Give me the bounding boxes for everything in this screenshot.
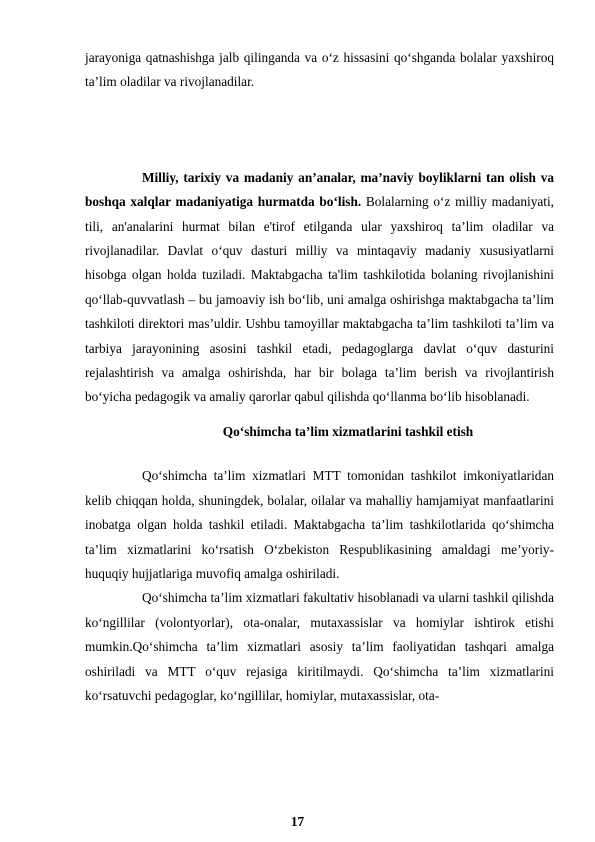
paragraph-services-2: Qo‘shimcha ta’lim xizmatlari fakultativ hisoblanadi va ularni tashkil qilishda ko‘ngillilar (volontyorlar), ota-onalar, mutaxassislar va homiylar ishtirok etishi mumkin.Qo‘shimcha ta’lim xizmatlari asosiy ta’lim faoliyatidan tashqari amalga oshiriladi va MTT o‘quv rejasiga kiritilmaydi. Qo‘shimcha ta’lim xizmatlarini ko‘rsatuvchi pedagoglar, ko‘ngillilar, homiylar, mutaxassislar, ota-	[85, 590, 554, 703]
paragraph-heritage-text: Bolalarning o‘z milliy madaniyati, tili, an'analarini hurmat bilan e'tirof etilganda ular yaxshiroq ta’lim oladilar va rivojlanadilar. Davlat o‘quv dasturi milliy va mintaqaviy madaniy xususiyatlarni hisobga olgan holda tuziladi. Maktabgacha ta'lim tashkilotida bolaning rivojlanishini qo‘llab-quvvatlash – bu jamoaviy ish bo‘lib, uni amalga oshirishga maktabgacha ta’lim tashkiloti direktori mas’uldir. Ushbu tamoyillar maktabgacha ta’lim tashkiloti ta’lim va tarbiya jarayonining asosini tashkil etadi, pedagoglarga davlat o‘quv dasturini rejalashtirish va amalga oshirishda, har bir bolaga ta’lim berish va rivojlantirish bo‘yicha pedagogik va amaliy qarorlar qabul qilishda qo‘llanma bo‘lib hisoblanadi.	[85, 194, 554, 405]
paragraph-intro: jarayoniga qatnashishga jalb qilinganda va o‘z hissasini qo‘shganda bolalar yaxshiroq ta’lim oladilar va rivojlanadilar.	[85, 50, 554, 90]
spacer	[85, 410, 554, 420]
paragraph-services-1: Qo‘shimcha ta’lim xizmatlari MTT tomonidan tashkilot imkoniyatlaridan kelib chiqqan holda, shuningdek, bolalar, oilalar va mahalliy hamjamiyat manfaatlarini inobatga olgan holda tashkil etiladi. Maktabgacha ta’lim tashkilotlarida qo‘shimcha ta’lim xizmatlarini ko‘rsatish O‘zbekiston Respublikasining amaldagi me’yoriy-huquqiy hujjatlariga muvofiq amalga oshiriladi.	[85, 468, 554, 581]
paragraph-heritage-bold: Milliy, tarixiy va madaniy an’analar, ma’naviy boyliklarni tan olish va boshqa xalqlar madaniyatiga hurmatda bo‘lish.	[85, 169, 554, 210]
paragraph-heritage	[85, 166, 554, 410]
document-page	[85, 46, 554, 708]
spacer	[85, 95, 554, 166]
section-heading: Qo‘shimcha ta’lim xizmatlarini tashkil etish	[222, 423, 474, 439]
spacer	[85, 444, 554, 464]
page-number: 17	[290, 814, 305, 829]
